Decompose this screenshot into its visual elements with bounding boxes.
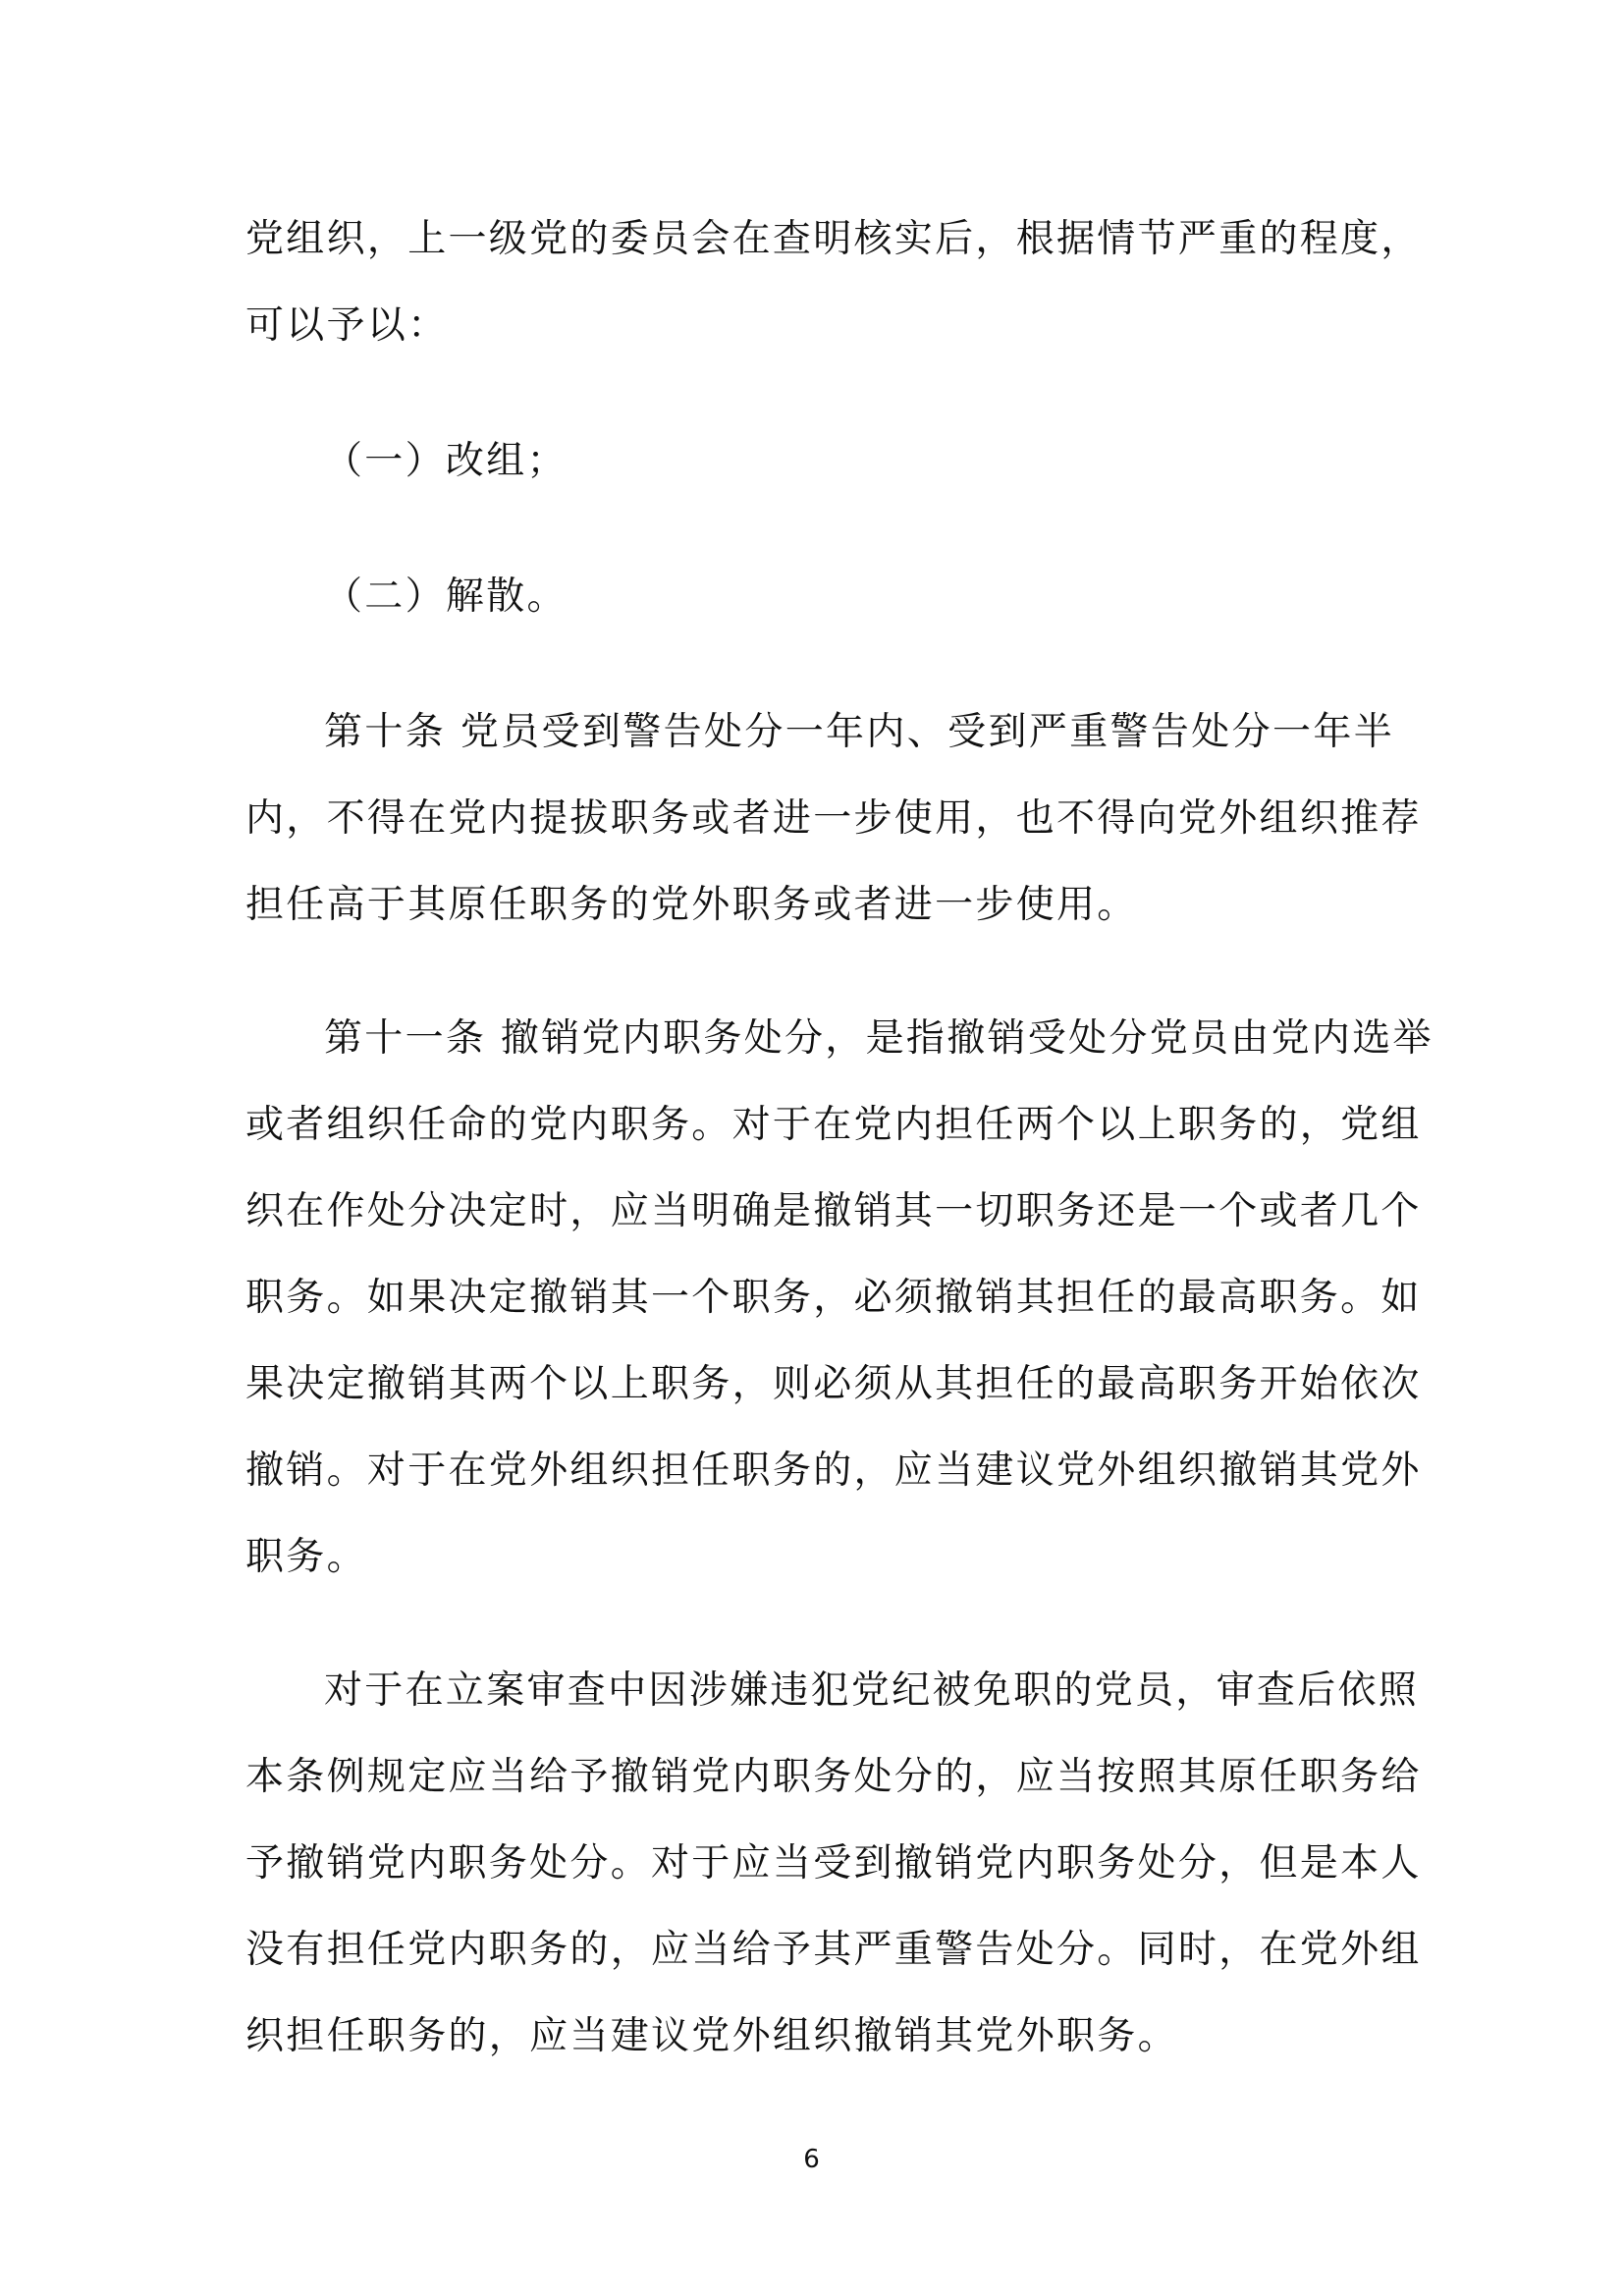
article-11-line: 或者组织任命的党内职务。对于在党内担任两个以上职务的，党组 <box>245 1103 1422 1147</box>
paragraph-line: 予撤销党内职务处分。对于应当受到撤销党内职务处分，但是本人 <box>245 1841 1422 1886</box>
article-10-line: 担任高于其原任职务的党外职务或者进一步使用。 <box>245 883 1138 927</box>
text-line: 可以予以： <box>245 303 449 348</box>
paragraph-line: 本条例规定应当给予撤销党内职务处分的，应当按照其原任职务给 <box>245 1755 1422 1799</box>
article-11-line: 果决定撤销其两个以上职务，则必须从其担任的最高职务开始依次 <box>245 1362 1422 1406</box>
article-11-line: 撤销。对于在党外组织担任职务的，应当建议党外组织撤销其党外 <box>245 1449 1422 1493</box>
page-number: 6 <box>803 2145 820 2174</box>
article-11-line: 第十一条 撤销党内职务处分，是指撤销受处分党员由党内选举 <box>324 1016 1434 1061</box>
paragraph-line: 织担任职务的，应当建议党外组织撤销其党外职务。 <box>245 2014 1178 2058</box>
article-11-line: 职务。 <box>245 1535 367 1579</box>
article-10-line: 第十条 党员受到警告处分一年内、受到严重警告处分一年半 <box>324 710 1394 754</box>
article-11-line: 职务。如果决定撤销其一个职务，必须撤销其担任的最高职务。如 <box>245 1276 1422 1320</box>
paragraph-line: 对于在立案审查中因涉嫌违犯党纪被免职的党员，审查后依照 <box>324 1668 1420 1713</box>
list-item-reorganize: （一）改组； <box>324 439 568 483</box>
paragraph-line: 没有担任党内职务的，应当给予其严重警告处分。同时，在党外组 <box>245 1928 1422 1972</box>
text-line: 党组织，上一级党的委员会在查明核实后，根据情节严重的程度， <box>245 217 1422 261</box>
list-item-dissolve: （二）解散。 <box>324 574 568 619</box>
article-10-line: 内，不得在党内提拔职务或者进一步使用，也不得向党外组织推荐 <box>245 796 1422 841</box>
article-11-line: 织在作处分决定时，应当明确是撤销其一切职务还是一个或者几个 <box>245 1189 1422 1233</box>
